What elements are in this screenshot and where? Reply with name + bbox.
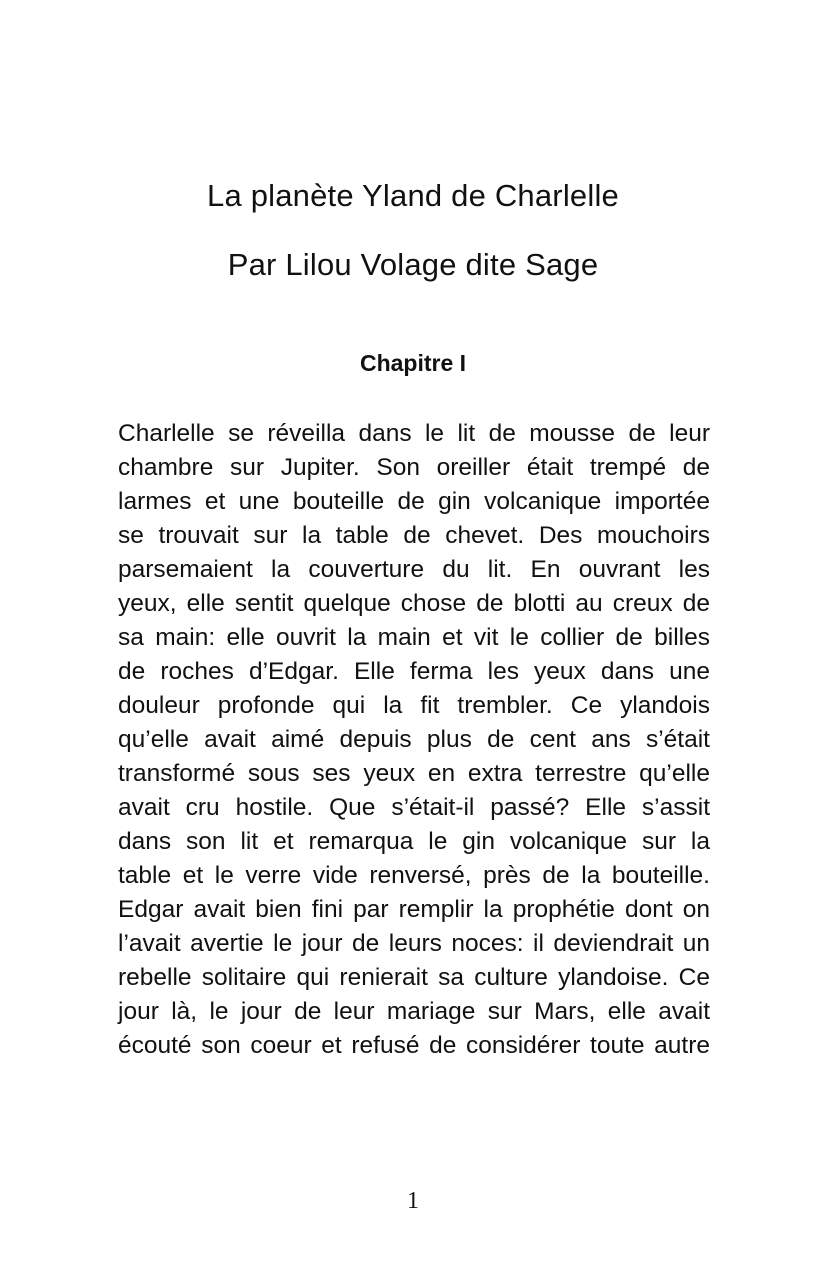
text-line: se trouvait sur la table de chevet. Des mouchoirs — [118, 522, 710, 549]
text-line: larmes et une bouteille de gin volcanique importée — [118, 488, 710, 515]
author-line: Par Lilou Volage dite Sage — [227, 247, 599, 282]
text-line: qu’elle avait aimé depuis plus de cent ans s’était — [118, 726, 710, 753]
text-line: sa main: elle ouvrit la main et vit le collier de billes — [118, 624, 710, 651]
text-line: rebelle solitaire qui renierait sa culture ylandoise. Ce — [118, 964, 710, 991]
text-line: l’avait avertie le jour de leurs noces: il deviendrait un — [118, 930, 710, 957]
text-line: Charlelle se réveilla dans le lit de mousse de leur — [118, 420, 710, 447]
text-line: douleur profonde qui la fit trembler. Ce ylandois — [118, 692, 710, 719]
text-line: avait cru hostile. Que s’était-il passé? Elle s’assit — [118, 794, 710, 821]
text-line: jour là, le jour de leur mariage sur Mars, elle avait — [118, 998, 710, 1025]
text-line: transformé sous ses yeux en extra terrestre qu’elle — [118, 760, 710, 787]
text-line: parsemaient la couverture du lit. En ouvrant les — [118, 556, 710, 583]
book-title: La planète Yland de Charlelle — [207, 178, 619, 213]
page-number: 1 — [407, 1188, 419, 1214]
text-line: de roches d’Edgar. Elle ferma les yeux dans une — [118, 658, 710, 685]
text-line: yeux, elle sentit quelque chose de blotti au creux de — [118, 590, 710, 617]
body-paragraph — [118, 417, 710, 1063]
text-line: table et le verre vide renversé, près de la bouteille. — [118, 862, 710, 889]
chapter-heading: Chapitre I — [359, 350, 467, 376]
text-line: chambre sur Jupiter. Son oreiller était trempé de — [118, 454, 710, 481]
text-line: dans son lit et remarqua le gin volcanique sur la — [118, 828, 710, 855]
text-line: Edgar avait bien fini par remplir la prophétie dont on — [118, 896, 710, 923]
text-line: écouté son coeur et refusé de considérer toute autre — [118, 1032, 710, 1059]
